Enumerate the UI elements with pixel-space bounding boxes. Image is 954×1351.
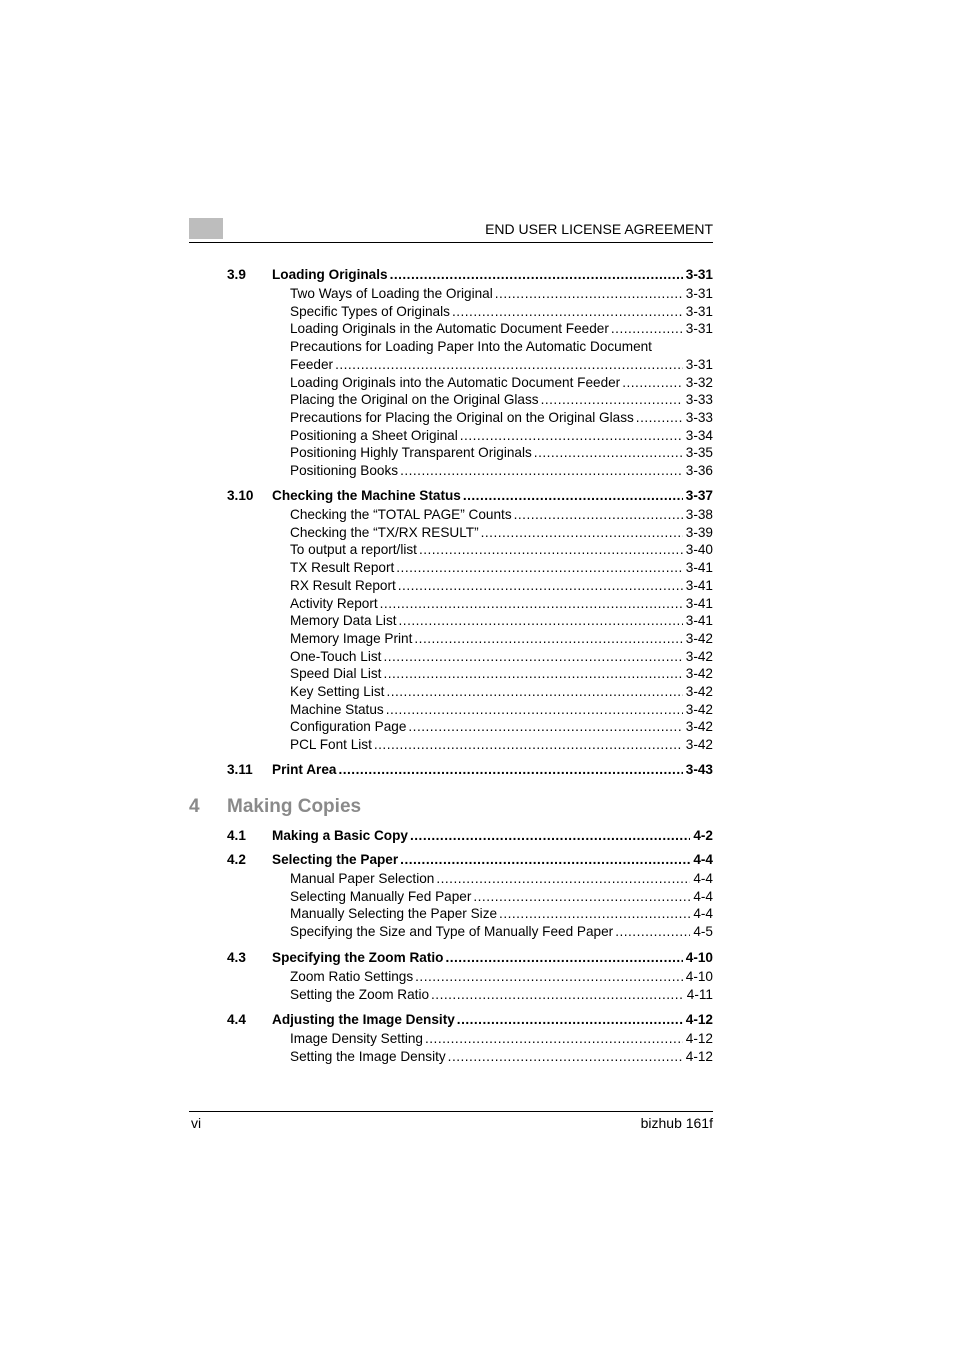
toc-subentry[interactable]: [290, 906, 713, 921]
toc-entry-title: Setting the Image Density: [290, 1048, 446, 1064]
toc-entry-page: 3-42: [685, 666, 713, 682]
toc-entry-page: 3-41: [685, 577, 713, 593]
toc-entry-page: 3-31: [685, 286, 713, 301]
toc-subentry[interactable]: [290, 578, 713, 593]
toc-entry-page: 3-34: [685, 427, 713, 443]
toc-subentry[interactable]: [290, 596, 713, 611]
toc-subentry[interactable]: [290, 286, 713, 301]
dot-leader: [615, 924, 690, 939]
dot-leader: [408, 719, 682, 734]
toc-entry-page: 3-43: [685, 762, 713, 777]
dot-leader: [383, 666, 682, 681]
dot-leader: [452, 304, 683, 319]
toc-subentry[interactable]: [290, 357, 713, 372]
toc-subentry[interactable]: [290, 463, 713, 478]
toc-entry-title: Two Ways of Loading the Original: [290, 286, 493, 301]
toc-entry-title: Speed Dial List: [290, 666, 382, 682]
dot-leader: [396, 560, 683, 575]
toc-subentry[interactable]: [290, 507, 713, 522]
toc-entry-page: 4-12: [685, 1031, 713, 1046]
toc-entry-page: 3-41: [685, 613, 713, 629]
dot-leader: [534, 445, 683, 460]
dot-leader: [380, 596, 683, 611]
section-number: 3.9: [227, 267, 246, 282]
dot-leader: [473, 889, 690, 904]
toc-entry-title: Key Setting List: [290, 684, 385, 699]
toc-entry-title: Specifying the Size and Type of Manually Feed Paper: [290, 924, 614, 940]
toc-entry-page: 3-31: [685, 303, 713, 319]
toc-subentry[interactable]: [290, 304, 713, 319]
toc-subentry[interactable]: [290, 987, 713, 1002]
toc-entry-title: Specific Types of Originals: [290, 303, 450, 319]
footer-page-number: vi: [191, 1115, 202, 1131]
toc-entry-page: 3-42: [685, 648, 713, 664]
toc-entry-title: Checking the Machine Status: [272, 488, 461, 503]
toc-subentry[interactable]: [290, 392, 713, 407]
toc-entry-page: 3-42: [685, 630, 713, 646]
toc-entry-page: 4-12: [685, 1048, 713, 1064]
toc-entry-title: Placing the Original on the Original Glass: [290, 392, 539, 408]
dot-leader: [460, 428, 683, 443]
dot-leader: [622, 375, 683, 390]
toc-entry-page: 3-32: [685, 374, 713, 390]
dot-leader: [636, 410, 683, 425]
toc-subentry[interactable]: [290, 889, 713, 904]
dot-leader: [410, 828, 690, 843]
toc-entry-title: Feeder: [290, 356, 334, 372]
dot-leader: [541, 392, 683, 407]
toc-entry-title: Machine Status: [290, 701, 384, 717]
toc-entry-title: Zoom Ratio Settings: [290, 969, 414, 984]
toc-section-entry[interactable]: [272, 762, 713, 777]
toc-subentry[interactable]: [290, 560, 713, 575]
toc-section-entry[interactable]: [272, 950, 713, 965]
toc-entry-title: Positioning Books: [290, 463, 399, 478]
toc-entry-title: Selecting the Paper: [272, 852, 399, 867]
toc-entry-title: Specifying the Zoom Ratio: [272, 950, 444, 965]
toc-entry-page: 4-2: [693, 828, 713, 843]
dot-leader: [436, 871, 690, 886]
toc-entry-title: Positioning a Sheet Original: [290, 427, 458, 443]
toc-subentry[interactable]: [290, 969, 713, 984]
toc-subentry[interactable]: [290, 649, 713, 664]
toc-entry-page: 4-11: [686, 986, 713, 1002]
toc-subentry[interactable]: [290, 631, 713, 646]
dot-leader: [431, 987, 684, 1002]
dot-leader: [463, 488, 683, 503]
toc-section-entry[interactable]: [272, 828, 713, 843]
dot-leader: [338, 762, 682, 777]
toc-entry-title: Precautions for Placing the Original on the Original Glass: [290, 409, 634, 425]
toc-subentry[interactable]: [290, 666, 713, 681]
toc-entry-title: Manual Paper Selection: [290, 871, 435, 886]
toc-subentry[interactable]: [290, 684, 713, 699]
toc-entry-title: Loading Originals: [272, 267, 388, 282]
dot-leader: [374, 737, 683, 752]
toc-entry-title: Memory Image Print: [290, 630, 413, 646]
chapter-title: Making Copies: [227, 796, 362, 817]
toc-entry-page: 3-42: [685, 737, 713, 753]
toc-entry-title: Making a Basic Copy: [272, 828, 408, 843]
toc-subentry[interactable]: [290, 924, 713, 939]
toc-entry-title: TX Result Report: [290, 560, 395, 576]
header-marker: [189, 218, 223, 239]
toc-entry-page: 4-4: [693, 888, 713, 904]
toc-subentry[interactable]: [290, 871, 713, 886]
section-number: 4.3: [227, 950, 246, 965]
toc-entry-page: 4-4: [693, 906, 713, 922]
toc-subentry[interactable]: [290, 375, 713, 390]
toc-entry-page: 3-42: [685, 701, 713, 717]
dot-leader: [514, 507, 683, 522]
toc-entry-title: RX Result Report: [290, 577, 396, 593]
toc-subentry[interactable]: [290, 737, 713, 752]
toc-entry-page: 3-37: [685, 488, 713, 503]
footer-rule: [189, 1111, 713, 1112]
dot-leader: [386, 684, 682, 699]
toc-entry-title: Activity Report: [290, 595, 378, 611]
dot-leader: [415, 969, 683, 984]
toc-entry-title: One-Touch List: [290, 648, 382, 664]
toc-entry-page: 3-33: [685, 392, 713, 408]
toc-entry-page: 3-33: [685, 409, 713, 425]
dot-leader: [457, 1012, 683, 1027]
toc-entry-title: Configuration Page: [290, 719, 407, 735]
toc-entry-page: 4-4: [693, 871, 713, 886]
toc-entry-page: 4-5: [693, 924, 713, 940]
dot-leader: [419, 542, 683, 557]
toc-entry-title: PCL Font List: [290, 737, 372, 753]
toc-section-entry[interactable]: [272, 488, 713, 503]
toc-subentry[interactable]: [290, 428, 713, 443]
toc-subentry[interactable]: [290, 542, 713, 557]
toc-entry-title: Checking the “TOTAL PAGE” Counts: [290, 507, 512, 522]
dot-leader: [481, 525, 683, 540]
dot-leader: [335, 357, 683, 372]
section-number: 4.4: [227, 1012, 246, 1027]
toc-subentry[interactable]: [290, 613, 713, 628]
chapter-number: 4: [189, 796, 200, 817]
dot-leader: [611, 321, 683, 336]
toc-entry-page: 3-31: [685, 356, 713, 372]
toc-subentry[interactable]: [290, 719, 713, 734]
toc-entry-page: 3-31: [685, 321, 713, 337]
header-rule: [189, 242, 713, 243]
dot-leader: [448, 1049, 683, 1064]
toc-entry-title: Manually Selecting the Paper Size: [290, 906, 498, 922]
toc-section-entry[interactable]: [272, 267, 713, 282]
toc-section-entry[interactable]: [272, 852, 713, 867]
toc-entry-page: 3-42: [685, 719, 713, 735]
toc-subentry[interactable]: [290, 1049, 713, 1064]
dot-leader: [399, 613, 683, 628]
toc-entry-page: 4-10: [685, 950, 713, 965]
toc-subentry[interactable]: [290, 702, 713, 717]
toc-entry-page: 4-4: [693, 852, 713, 867]
toc-subentry[interactable]: [290, 321, 713, 336]
toc-entry-page: 3-31: [685, 267, 713, 282]
toc-entry-page: 3-38: [685, 507, 713, 522]
toc-subentry[interactable]: [290, 525, 713, 540]
dot-leader: [400, 852, 690, 867]
toc-entry-page: 3-42: [685, 684, 713, 699]
toc-entry-page: 3-41: [685, 595, 713, 611]
dot-leader: [414, 631, 682, 646]
toc-entry-title: Memory Data List: [290, 613, 397, 629]
toc-entry-title: Setting the Zoom Ratio: [290, 986, 430, 1002]
toc-entry-page: 3-35: [685, 445, 713, 461]
toc-subentry[interactable]: [290, 1031, 713, 1046]
toc-subentry[interactable]: Precautions for Loading Paper Into the Automatic Document: [290, 339, 652, 355]
section-number: 3.11: [227, 762, 253, 777]
toc-entry-page: 4-10: [685, 969, 713, 984]
toc-entry-page: 4-12: [685, 1012, 713, 1027]
toc-entry-title: Print Area: [272, 762, 337, 777]
toc-entry-title: Checking the “TX/RX RESULT”: [290, 524, 479, 540]
dot-leader: [499, 906, 690, 921]
toc-subentry[interactable]: [290, 445, 713, 460]
toc-entry-title: Image Density Setting: [290, 1031, 423, 1046]
toc-entry-title: To output a report/list: [290, 542, 417, 558]
toc-entry-title: Adjusting the Image Density: [272, 1012, 455, 1027]
dot-leader: [383, 649, 682, 664]
toc-section-entry[interactable]: [272, 1012, 713, 1027]
section-number: 3.10: [227, 488, 254, 503]
dot-leader: [390, 267, 683, 282]
dot-leader: [400, 463, 683, 478]
dot-leader: [445, 950, 682, 965]
section-number: 4.1: [227, 828, 246, 843]
toc-entry-title: Loading Originals into the Automatic Document Feeder: [290, 374, 621, 390]
toc-entry-page: 3-39: [685, 524, 713, 540]
footer-product-name: bizhub 161f: [640, 1115, 713, 1131]
toc-entry-page: 3-40: [685, 542, 713, 558]
toc-entry-title: Loading Originals in the Automatic Document Feeder: [290, 321, 609, 337]
dot-leader: [425, 1031, 683, 1046]
dot-leader: [398, 578, 683, 593]
toc-entry-title: Selecting Manually Fed Paper: [290, 888, 472, 904]
toc-entry-title: Positioning Highly Transparent Originals: [290, 445, 532, 461]
section-number: 4.2: [227, 852, 246, 867]
dot-leader: [495, 286, 683, 301]
toc-entry-page: 3-36: [685, 463, 713, 478]
dot-leader: [386, 702, 683, 717]
toc-subentry[interactable]: [290, 410, 713, 425]
header-title: END USER LICENSE AGREEMENT: [485, 221, 713, 237]
toc-entry-page: 3-41: [685, 560, 713, 576]
